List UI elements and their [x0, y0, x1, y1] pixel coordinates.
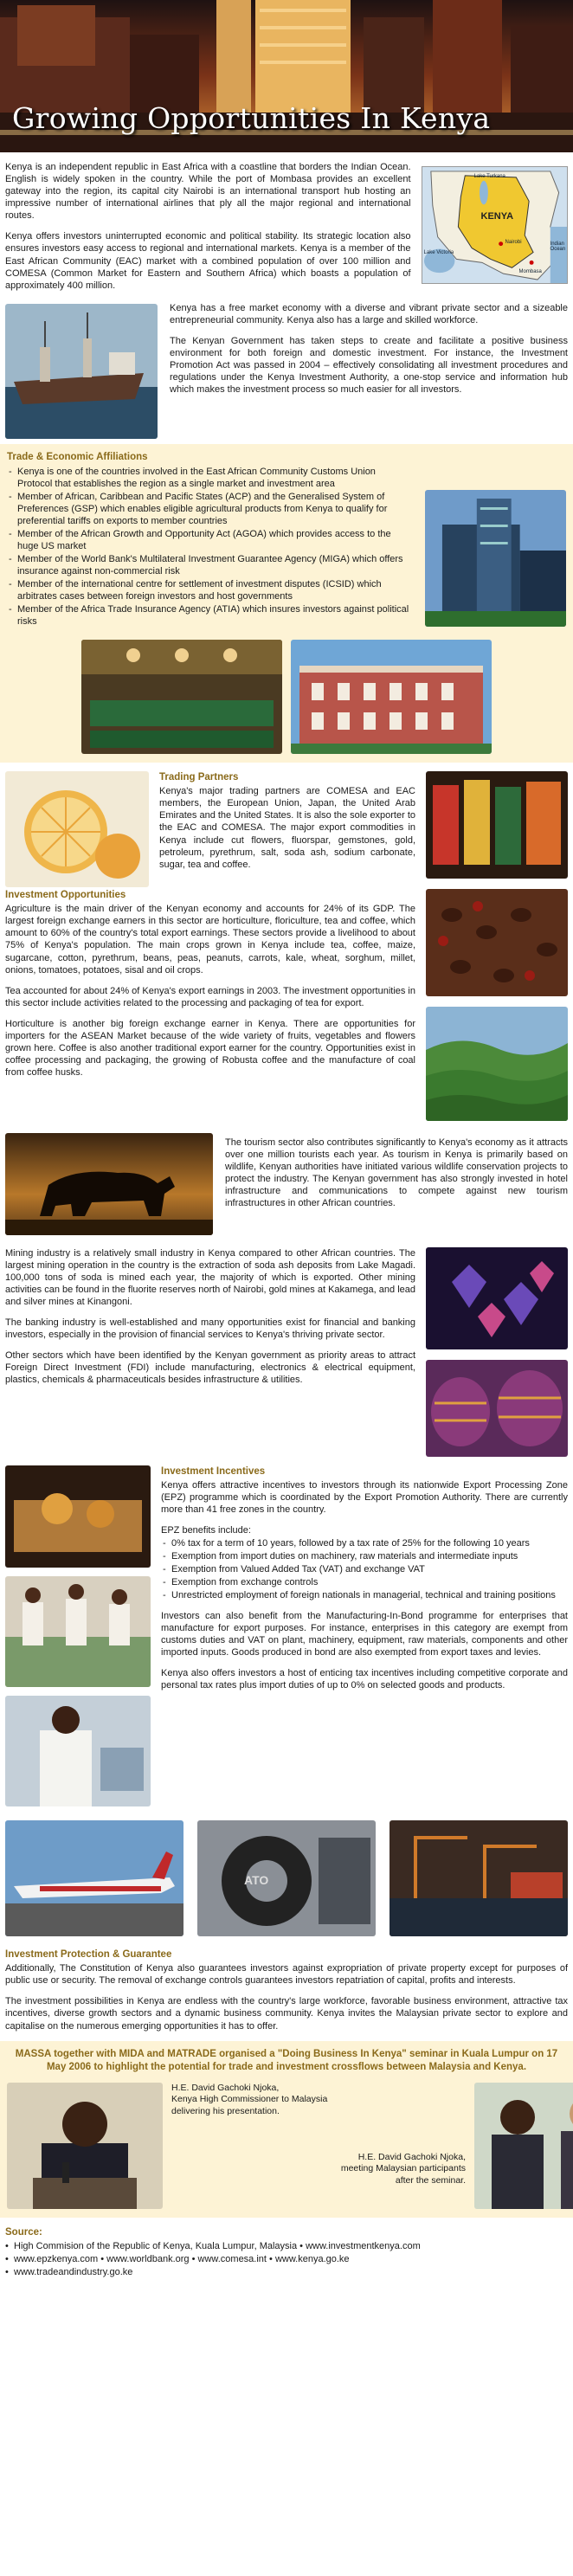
kenya-map [422, 166, 568, 284]
electronics-factory-photo [5, 1465, 151, 1568]
trade-affiliations-list [7, 466, 413, 628]
citrus-fruit-photo [5, 771, 149, 887]
massa-heading: MASSA together with MIDA and MATRADE organised a "Doing Business In Kenya" seminar in Kuala Lumpur on 17 May 2006 to highlight the potential for trade and investment crossflows between Malaysia and Kenya. [15, 2048, 558, 2072]
transport-photo-row [0, 1815, 573, 1948]
trading-partners-title: Trading Partners [159, 771, 239, 782]
partners-and-investment-section [0, 763, 573, 1131]
intro-section [0, 152, 573, 300]
list-item: • www.epzkenya.com • www.worldbank.org • www.comesa.int • www.kenya.go.ke [5, 2253, 568, 2265]
investment-paragraph-3: Horticulture is another big foreign exchange earner in Kenya. There are opportunities for importers for the ASEAN Market because of the wide variety of fruits, vegetables and flowers grown here. Coffee is also another traditional export earner for the country. Opportunities exist in coffee processing and packaging, the growing of Robusta coffee and the manufacture of coal from coffee husks. [5, 1018, 415, 1079]
investment-opportunities-title: Investment Opportunities [5, 889, 126, 900]
map-country-label: KENYA [480, 211, 514, 222]
market-section [0, 302, 573, 439]
trade-affiliations-section [0, 444, 573, 763]
source-list [5, 2240, 568, 2278]
photo-pair [7, 640, 566, 754]
tourism-paragraph: The tourism sector also contributes significantly to Kenya's economy as it attracts over one million tourists each year. As tourism in Kenya is primarily based on wildlife, Kenyan authorities have initiated various wildlife conservation projects to protect the industry. The Kenyan government has also strongly invested in hotel infrastructure and communications to compete against new tourism infrastructures in other African countries. [225, 1137, 568, 1208]
intro-paragraph-2: Kenya offers investors uninterrupted economic and political stability. Its strategic location also ensures investors easy access to regional and international markets. Kenya is a member of the East African Community (EAC) market with a combined population of over 100 million and COMESA (Common Market for Eastern and Southern Africa) which boasts a population of approximately 400 million. [5, 231, 411, 291]
trading-partners-text: Kenya's major trading partners are COMESA and EAC members, the European Union, Japan, the United Arab Emirates and the United States. It is also the sole exporter to the EAC and COMESA. The major export commodities in Kenya include cut flowers, fluorspar, gemstones, gold, petroleum, pyrethrum, salt, soda ash, sodium carbonate, sugar, tea and coffee. [159, 786, 415, 870]
mining-banking-section [0, 1247, 573, 1457]
list-item: - Member of African, Caribbean and Pacific States (ACP) and the Generalised System of Preferences (GSP) which enables eligible agricultural products from Kenya to qualify for preferential tariffs on exports to member countries [7, 491, 413, 527]
investment-paragraph-2: Tea accounted for about 24% of Kenya's export earnings in 2003. The investment opportunities in this sector include activities related to the processing and packaging of tea for export. [5, 985, 415, 1008]
intro-paragraph-1: Kenya is an independent republic in East Africa with a coastline that borders the Indian Ocean. English is widely spoken in the country. While the port of Mombasa provides an excellent gateway into the region, its capital city Nairobi is an international transport hub hosting an impressive number of international airlines that ply all the major regional and international routes. [5, 162, 411, 222]
incentives-paragraph-3: Kenya also offers investors a host of enticing tax incentives including competitive corporate and personal tax rates plus import duties of up to 0% on selected goods and products. [161, 1668, 568, 1691]
conference-hall-photo [81, 640, 282, 754]
map-label-mombasa: Mombasa [518, 269, 542, 274]
list-item: - Exemption from import duties on machinery, raw materials and intermediate inputs [161, 1550, 568, 1562]
massa-seminar-section [0, 2041, 573, 2218]
market-paragraph-1: Kenya has a free market economy with a diverse and vibrant private sector and a sizeable entrepreneurial community. Kenya also has a large and skilled workforce. [170, 302, 568, 325]
trade-affiliations-title: Trade & Economic Affiliations [7, 451, 148, 462]
other-sectors-paragraph: Other sectors which have been identified by the Kenyan government as priority areas to attract Foreign Direct Investment (FDI) include manufacturing, electronics & electrical equipment, plastics, chemicals & pharmaceuticals besides infrastructure & utilities. [5, 1350, 415, 1386]
cargo-ship-photo [5, 304, 158, 439]
coffee-beans-photo [426, 889, 568, 996]
list-item: - Exemption from exchange controls [161, 1576, 568, 1588]
airplane-photo [5, 1820, 183, 1936]
government-building-photo [291, 640, 492, 754]
banner-title: Growing Opportunities In Kenya [12, 100, 491, 135]
protection-paragraph-1: Additionally, The Constitution of Kenya also guarantees investors against expropriation of private property except for purposes of public use or security. The removal of exchange controls guarantees investors repatriation of capital, profits and interests. [5, 1963, 568, 1987]
tea-plantation-photo [426, 1007, 568, 1121]
list-item: - Member of the World Bank's Multilateral Investment Guarantee Agency (MIGA) which offers insurance against non-commercial risk [7, 553, 413, 577]
rhino-silhouette-photo [5, 1133, 213, 1235]
meeting-participants-photo [474, 2083, 573, 2209]
tourism-section [0, 1133, 573, 1235]
list-item: - Member of the Africa Trade Insurance Agency (ATIA) which insures investors against political risks [7, 603, 413, 628]
list-item: - Member of the international centre for settlement of investment disputes (ICSID) which arbitrates cases between foreign investors and host governments [7, 578, 413, 602]
list-item: - Member of the African Growth and Opportunity Act (AGOA) which provides access to the huge US market [7, 528, 413, 552]
list-item: • High Commision of the Republic of Kenya, Kuala Lumpur, Malaysia • www.investmentkenya.com [5, 2240, 568, 2252]
woven-baskets-photo [426, 1360, 568, 1457]
source-section [0, 2226, 573, 2297]
caption-meeting: H.E. David Gachoki Njoka, meeting Malaysian participants after the seminar. [340, 2151, 466, 2186]
epz-benefits-list [161, 1537, 568, 1601]
investment-incentives-title: Investment Incentives [161, 1465, 266, 1477]
source-title: Source: [5, 2226, 42, 2238]
high-commissioner-presenting-photo [7, 2083, 163, 2209]
incentives-section [0, 1457, 573, 1815]
tea-packages-photo [426, 771, 568, 879]
list-item: - 0% tax for a term of 10 years, followed by a tax rate of 25% for the following 10 years [161, 1537, 568, 1549]
protection-section [0, 1948, 573, 2032]
map-label-nairobi: Nairobi [505, 240, 522, 245]
protection-title: Investment Protection & Guarantee [5, 1948, 172, 1960]
lab-worker-photo [5, 1696, 151, 1806]
map-label-indian-ocean: Indian Ocean [550, 242, 566, 252]
incentives-paragraph-2: Investors can also benefit from the Manufacturing-In-Bond programme for enterprises that manufacture for export purposes. For instance, enterprises in this category are exempt from customs duties and VAT on plant, machinery, equipment, raw materials, components and other imported inputs. Goods produced in bond are also exempted from export taxes and levies. [161, 1610, 568, 1658]
list-item: - Kenya is one of the countries involved in the East African Community Customs Union Protocol that establishes the region as a single market and investment area [7, 466, 413, 490]
list-item: - Exemption from Valued Added Tax (VAT) and exchange VAT [161, 1563, 568, 1575]
caption-presentation: H.E. David Gachoki Njoka, Kenya High Commissioner to Malaysia delivering his presentation. [171, 2082, 328, 2116]
investment-paragraph-1: Agriculture is the main driver of the Kenyan economy and accounts for 24% of its GDP. The largest foreign exchange earners in this sector are horticulture, floriculture, tea and coffee, which amount to 60% of the country's total export earnings. These sectors provide a livelihood to about 75% of Kenya's population. The main crops grown in Kenya include tea, coffee, maize, sugarcane, cotton, pyrethrum, beans, peas, peanuts, carrots, kale, wheat, sorghum, millet, onions, tomatoes, potatoes, sisal and oil crops. [5, 904, 415, 976]
svg-text:ATO: ATO [244, 1872, 269, 1887]
market-paragraph-2: The Kenyan Government has taken steps to create and facilitate a positive business environment for both foreign and domestic investment. For instance, the Investment Promotion Act was passed in 2004 – effectively consolidating all investment procedures and regulations under the Kenya Investment Authority, a one-stop service and information hub which makes the investment process so much easier for all investors. [170, 335, 568, 396]
office-building-photo [425, 490, 566, 627]
map-label-lake-victoria: Lake Victoria [423, 250, 454, 255]
epz-benefits-title: EPZ benefits include: [161, 1525, 251, 1536]
protection-paragraph-2: The investment possibilities in Kenya are endless with the country's large workforce, favorable business environment, attractive tax incentives, diverse growth sectors and a dynamic business community. Kenya invites the Malaysian private sector to explore and capitalise on the numerous emerging opportunities it has to offer. [5, 1996, 568, 2032]
incentives-paragraph-1: Kenya offers attractive incentives to investors through its nationwide Export Processing Zone (EPZ) programme which is coordinated by the Export Promotion Authority. There are currently more than 41 free zones in the country. [161, 1480, 568, 1516]
gemstones-photo [426, 1247, 568, 1349]
port-cranes-photo [390, 1820, 568, 1936]
banking-paragraph: The banking industry is well-established and many opportunities exist for financial and banking investors, especially in the provision of financial services to Kenya's thriving private sector. [5, 1317, 415, 1340]
map-label-lake-turkana: Lake Turkana [473, 174, 505, 179]
textile-workers-photo [5, 1576, 151, 1687]
tyre-factory-photo [197, 1820, 376, 1936]
list-item: - Unrestricted employment of foreign nationals in managerial, technical and training positions [161, 1589, 568, 1601]
list-item: • www.tradeandindustry.go.ke [5, 2266, 568, 2278]
mining-paragraph: Mining industry is a relatively small industry in Kenya compared to other African countries. The largest mining operation in the country is the extraction of soda ash deposits from Lake Magadi. 100,000 tons of soda is mined each year, the majority of which is exported. Other mining activities can be found in the fluorite reserves north of Nairobi, gold mines at Kakamega, and lead and silver mines at Kinangoni. [5, 1247, 415, 1307]
banner [0, 0, 573, 152]
